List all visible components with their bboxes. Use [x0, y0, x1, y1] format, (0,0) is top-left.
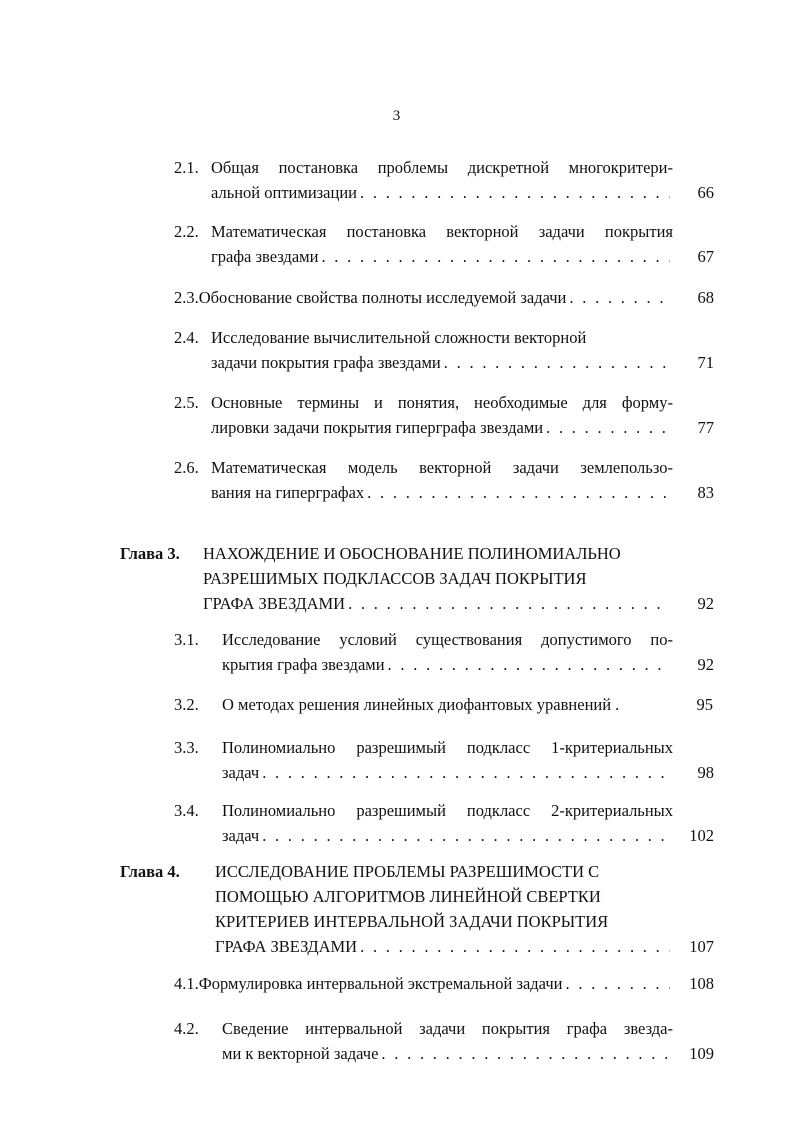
entry-number: 2.5. [174, 393, 199, 412]
chapter-title-line4: ГРАФА ЗВЕЗДАМИ [215, 937, 358, 956]
chapter-label: Глава 4. [120, 862, 180, 881]
chapter-page: 107 [689, 937, 714, 956]
leader-dots [444, 350, 670, 375]
entry-title-line1: Формулировка интервальной экстремальной задачи [198, 974, 563, 993]
entry-page: 102 [689, 826, 714, 845]
entry-number: 2.4. [174, 328, 199, 347]
entry-title-line2: лировки задачи покрытия гиперграфа звездами [211, 418, 544, 437]
entry-title-line2: крытия графа звездами [222, 655, 385, 674]
toc-entry-4-1[interactable] [174, 971, 714, 996]
entry-page: 77 [697, 418, 714, 437]
chapter-title-line3: КРИТЕРИЕВ ИНТЕРВАЛЬНОЙ ЗАДАЧИ ПОКРЫТИЯ [215, 912, 609, 931]
leader-dots [262, 823, 670, 848]
entry-page: 95 [696, 695, 713, 714]
entry-page: 67 [697, 247, 714, 266]
toc-entry-3-2[interactable] [174, 692, 714, 717]
leader-dots [367, 480, 670, 505]
entry-number: 3.1. [174, 630, 199, 649]
entry-page: 108 [689, 974, 714, 993]
entry-page: 109 [689, 1044, 714, 1063]
chapter-3-heading[interactable] [120, 541, 714, 616]
entry-title-line1: О методах решения линейных диофантовых уравнений . [222, 695, 620, 714]
entry-number: 4.2. [174, 1019, 199, 1038]
leader-dots [360, 180, 670, 205]
entry-title-line1: Полиномиально разрешимый подкласс 1-критериальных [222, 738, 673, 757]
leader-dots [569, 285, 670, 310]
entry-title-line2: задач [222, 763, 260, 782]
entry-title-line1: Математическая постановка векторной задачи покрытия [211, 222, 673, 241]
entry-title-line1: Основные термины и понятия, необходимые для форму- [211, 393, 673, 412]
entry-number: 4.1. [174, 974, 199, 993]
toc-entry-3-4[interactable] [174, 798, 714, 848]
entry-title-line1: Сведение интервальной задачи покрытия графа звезда- [222, 1019, 673, 1038]
chapter-title-line3: ГРАФА ЗВЕЗДАМИ [203, 594, 346, 613]
entry-title-line2: альной оптимизации [211, 183, 357, 202]
leader-dots [388, 652, 670, 677]
leader-dots [348, 591, 670, 616]
chapter-page: 92 [697, 594, 714, 613]
entry-number: 3.2. [174, 695, 199, 714]
leader-dots [262, 760, 670, 785]
chapter-title-line2: ПОМОЩЬЮ АЛГОРИТМОВ ЛИНЕЙНОЙ СВЕРТКИ [215, 887, 601, 906]
leader-dots [381, 1041, 670, 1066]
entry-title-line1: Полиномиально разрешимый подкласс 2-критериальных [222, 801, 673, 820]
entry-page: 68 [697, 288, 714, 307]
toc-entry-3-1[interactable] [174, 627, 714, 677]
entry-page: 92 [697, 655, 714, 674]
leader-dots [546, 415, 670, 440]
toc-entry-2-4[interactable] [174, 325, 714, 375]
entry-title-line1: Общая постановка проблемы дискретной многокритери- [211, 158, 673, 177]
toc-entry-3-3[interactable] [174, 735, 714, 785]
entry-page: 66 [697, 183, 714, 202]
chapter-label: Глава 3. [120, 544, 180, 563]
chapter-4-heading[interactable] [120, 859, 714, 959]
entry-page: 83 [697, 483, 714, 502]
entry-title-line1: Математическая модель векторной задачи землепользо- [211, 458, 673, 477]
entry-title-line2: вания на гиперграфах [211, 483, 365, 502]
toc-entry-4-2[interactable] [174, 1016, 714, 1066]
entry-title-line2: задач [222, 826, 260, 845]
entry-title-line1: Исследование вычислительной сложности векторной [211, 328, 587, 347]
leader-dots [321, 244, 670, 269]
entry-title-line2: графа звездами [211, 247, 319, 266]
toc-entry-2-5[interactable] [174, 390, 714, 440]
entry-number: 3.4. [174, 801, 199, 820]
leader-dots [565, 971, 670, 996]
entry-page: 98 [697, 763, 714, 782]
entry-number: 2.1. [174, 158, 199, 177]
leader-dots [360, 934, 670, 959]
chapter-title-line1: НАХОЖДЕНИЕ И ОБОСНОВАНИЕ ПОЛИНОМИАЛЬНО [203, 544, 621, 563]
entry-title-line2: задачи покрытия графа звездами [211, 353, 441, 372]
toc-entry-2-2[interactable] [174, 219, 714, 269]
chapter-title-line1: ИССЛЕДОВАНИЕ ПРОБЛЕМЫ РАЗРЕШИМОСТИ С [215, 862, 600, 881]
entry-title-line1: Исследование условий существования допустимого по- [222, 630, 673, 649]
entry-title-line2: ми к векторной задаче [222, 1044, 379, 1063]
entry-number: 3.3. [174, 738, 199, 757]
toc-entry-2-1[interactable] [174, 155, 714, 205]
entry-number: 2.2. [174, 222, 199, 241]
chapter-title-line2: РАЗРЕШИМЫХ ПОДКЛАССОВ ЗАДАЧ ПОКРЫТИЯ [203, 569, 587, 588]
toc-entry-2-6[interactable] [174, 455, 714, 505]
page-number: 3 [392, 108, 401, 124]
entry-number: 2.6. [174, 458, 199, 477]
entry-title-line1: Обоснование свойства полноты исследуемой задачи [198, 288, 567, 307]
entry-number: 2.3. [174, 288, 199, 307]
toc-entry-2-3[interactable] [174, 285, 714, 310]
entry-page: 71 [697, 353, 714, 372]
